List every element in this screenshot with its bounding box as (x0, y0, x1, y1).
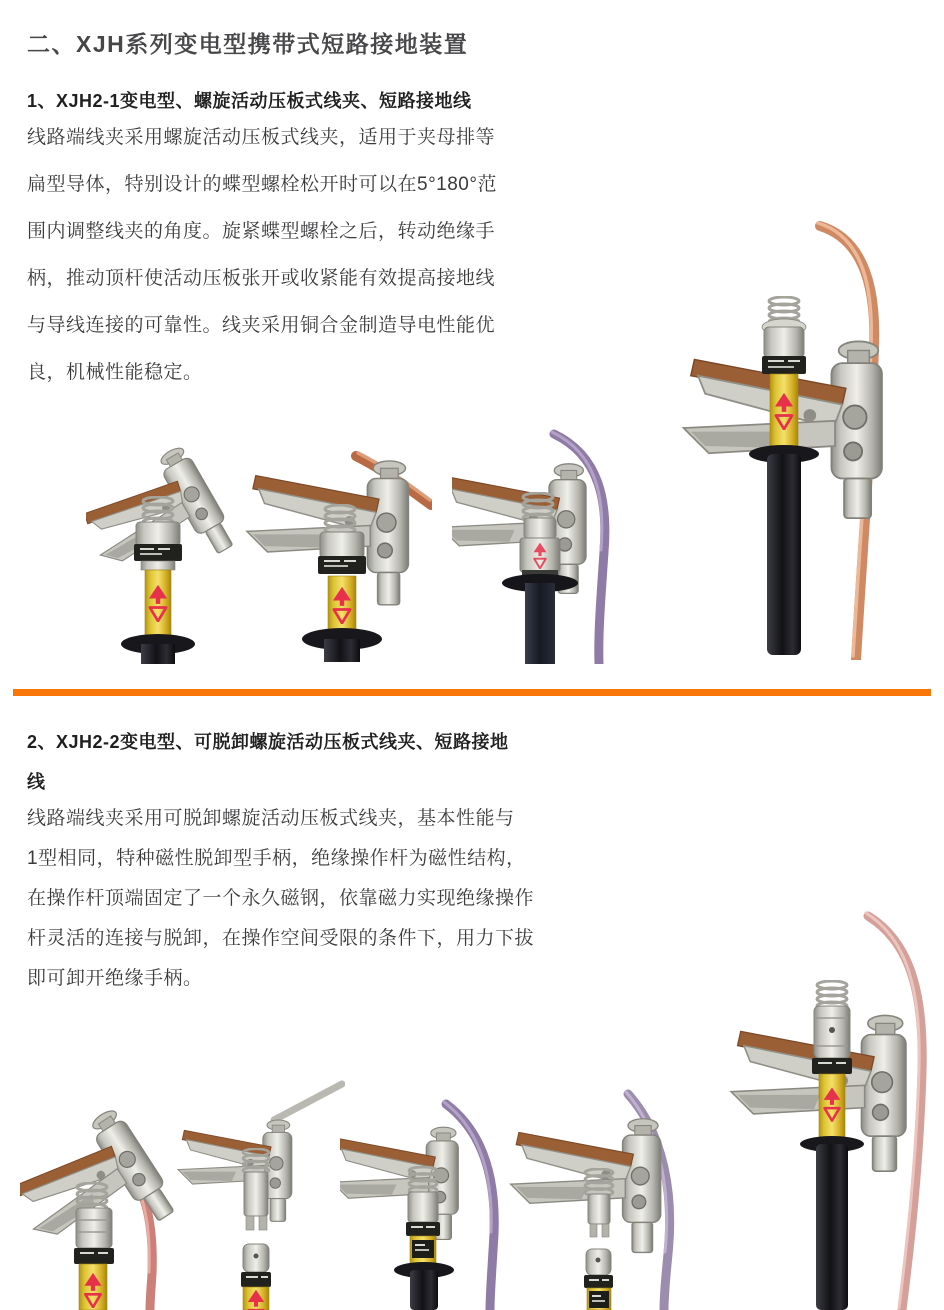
body-line: 良，机械性能稳定。 (27, 362, 203, 383)
body-line: 即可卸开绝缘手柄。 (27, 968, 203, 989)
heading-line: 2、XJH2-2变电型、可脱卸螺旋活动压板式线夹、短路接地 (27, 732, 509, 752)
body-line: 在操作杆顶端固定了一个永久磁钢，依靠磁力实现绝缘操作 (27, 888, 535, 909)
product-photo-clamp-red-cable (20, 1074, 182, 1310)
product-photo-clamp-detachable-purple-cable (508, 1074, 708, 1310)
body-line: 杆灵活的连接与脱卸，在操作空间受限的条件下，用力下拔 (27, 928, 535, 949)
body-line: 线路端线夹采用可脱卸螺旋活动压板式线夹，基本性能与 (27, 808, 515, 829)
product-photo-full-rod-copper-cable (670, 196, 908, 660)
heading-line: 线 (27, 772, 46, 792)
product-photo-clamp-copper-cable (228, 398, 432, 662)
section2-heading (27, 722, 509, 802)
section1-body (27, 114, 497, 396)
body-line: 1型相同，特种磁性脱卸型手柄，绝缘操作杆为磁性结构， (27, 848, 526, 869)
section1-heading: 1、XJH2-1变电型、螺旋活动压板式线夹、短路接地线 (27, 91, 472, 111)
product-photo-clamp-purple-cable (452, 392, 630, 664)
product-photo-clamp-grip-purple-cable (340, 1074, 508, 1310)
product-photo-clamp-angled (86, 392, 238, 664)
section2-body (27, 799, 534, 999)
body-line: 线路端线夹采用螺旋活动压板式线夹，适用于夹母排等 (27, 127, 496, 148)
body-line: 与导线连接的可靠性。线夹采用铜合金制造导电性能优 (27, 315, 496, 336)
product-photo-full-rod-pink-cable (728, 882, 942, 1310)
orange-divider (13, 689, 931, 696)
page-title: 二、XJH系列变电型携带式短路接地装置 (27, 31, 469, 57)
body-line: 围内调整线夹的角度。旋紧蝶型螺栓之后，转动绝缘手 (27, 221, 496, 242)
body-line: 柄，推动顶杆使活动压板张开或收紧能有效提高接地线 (27, 268, 496, 289)
body-line: 扁型导体，特别设计的蝶型螺栓松开时可以在5°180°范 (27, 174, 497, 195)
product-photo-clamp-detachable (170, 1070, 345, 1310)
